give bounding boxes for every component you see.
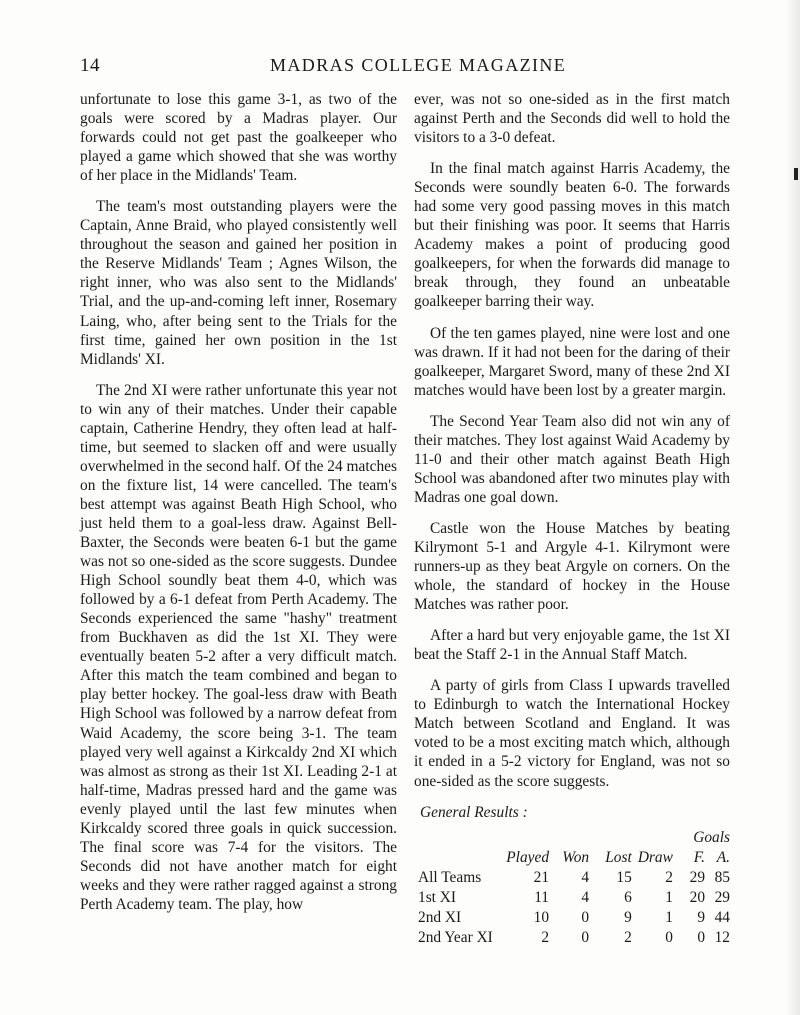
column-header-won: Won bbox=[562, 848, 590, 866]
running-title: MADRAS COLLEGE MAGAZINE bbox=[270, 55, 567, 75]
draw-cell: 1 bbox=[665, 908, 673, 926]
goals-against-cell: 85 bbox=[714, 868, 730, 886]
goals-header: Goals bbox=[693, 828, 730, 846]
paragraph: A party of girls from Class I upwards travelled to Edinburgh to watch the International Hockey Match between Scotland and England. It was voted to be a most exciting match which, although it ended in a 5-2 victory for England, was not so one-sided as the score suggests. bbox=[414, 677, 730, 790]
column-header-goals-against: A. bbox=[716, 848, 730, 866]
team-name: 1st XI bbox=[418, 888, 457, 906]
results-table bbox=[418, 828, 730, 948]
table-row bbox=[418, 928, 730, 948]
paragraph: In the final match against Harris Academy, the Seconds were soundly beaten 6-0. The forwards had some very good passing moves in this match but their finishing was poor. It seems that Harris Academy makes a point of producing good goalkeepers, for when the forwards did manage to break through, they found an unbeatable goalkeeper barring their way. bbox=[414, 160, 730, 311]
paragraph: After a hard but very enjoyable game, the 1st XI beat the Staff 2-1 in the Annual Staff Match. bbox=[414, 627, 730, 664]
paragraph: ever, was not so one-sided as in the first match against Perth and the Seconds did well to hold the visitors to a 3-0 defeat. bbox=[414, 91, 730, 147]
team-name: 2nd Year XI bbox=[418, 928, 493, 946]
played-cell: 2 bbox=[541, 928, 550, 946]
goals-against-cell: 12 bbox=[714, 928, 730, 946]
paragraph: The team's most outstanding players were the Captain, Anne Braid, who played consistently well throughout the season and gained her position in the Reserve Midlands' Team ; Agnes Wilson, the right inner, who was also sent to the Midlands' Trial, and the up-and-coming left inner, Rosemary Laing, who, after being sent to the Trials for the first time, gained her own position in the 1st Midlands' XI. bbox=[80, 198, 397, 368]
won-cell: 4 bbox=[581, 868, 590, 886]
lost-cell: 9 bbox=[624, 908, 632, 926]
goals-against-cell: 29 bbox=[714, 888, 730, 906]
won-cell: 0 bbox=[581, 908, 590, 926]
column-header-played: Played bbox=[506, 848, 550, 866]
column-header-goals-for: F. bbox=[693, 848, 706, 866]
lost-cell: 15 bbox=[616, 868, 632, 886]
lost-cell: 2 bbox=[624, 928, 632, 946]
goals-for-cell: 9 bbox=[697, 908, 706, 926]
page-edge-mark bbox=[794, 168, 798, 180]
right-column bbox=[414, 90, 730, 948]
goals-for-cell: 29 bbox=[689, 868, 706, 886]
won-cell: 4 bbox=[581, 888, 590, 906]
goals-for-cell: 20 bbox=[689, 888, 706, 906]
page-edge-shadow bbox=[786, 0, 800, 1015]
goals-for-cell: 0 bbox=[697, 928, 706, 946]
column-header-lost: Lost bbox=[605, 848, 632, 866]
paragraph: unfortunate to lose this game 3-1, as two of the goals were scored by a Madras player. Our forwards could not get past the goalkeeper who played a game which showed that she was worthy of her place in the Midlands' Team. bbox=[80, 91, 397, 185]
paragraph: The 2nd XI were rather unfortunate this year not to win any of their matches. Under their capable captain, Catherine Hendry, they often lead at half-time, but seemed to slacken off and were usually overwhelmed in the second half. Of the 24 matches on the fixture list, 14 were cancelled. The team's best attempt was against Beath High School, who just held them to a goal-less draw. Against Bell-Baxter, the Seconds were beaten 6-1 but the game was not so one-sided as the score suggests. Dundee High School soundly beat them 4-0, which was followed by a 6-1 defeat from Perth Academy. The Seconds experienced the same "hashy" treatment from Buckhaven as did the 1st XI. They were eventually beaten 5-2 after a very difficult match. After this match the team combined and began to play better hockey. The goal-less draw with Beath High School was followed by a narrow defeat from Waid Academy, the score being 3-1. The team played very well against a Kirkcaldy 2nd XI which was almost as strong as their 1st XI. Leading 2-1 at half-time, Madras pressed hard and the game was evenly played until the last few minutes when Kirkcaldy scored three goals in quick succession. The final score was 7-4 for the visitors. The Seconds did not have another match for eight weeks and they were rather ragged against a strong Perth Academy team. The play, how bbox=[80, 381, 397, 913]
played-cell: 21 bbox=[533, 868, 550, 886]
team-name: All Teams bbox=[418, 868, 482, 886]
played-cell: 11 bbox=[534, 888, 550, 906]
paragraph: Of the ten games played, nine were lost and one was drawn. If it had not been for the daring of their goalkeeper, Margaret Sword, many of these 2nd XI matches would have been lost by a greater margin. bbox=[414, 324, 730, 399]
paragraph: Castle won the House Matches by beating Kilrymont 5-1 and Argyle 4-1. Kilrymont were runners-up as they beat Argyle on corners. On the whole, the standard of hockey in the House Matches was rather poor. bbox=[414, 519, 730, 614]
left-column bbox=[80, 90, 397, 926]
table-row bbox=[418, 868, 730, 888]
table-row bbox=[418, 908, 730, 928]
draw-cell: 0 bbox=[665, 928, 673, 946]
played-cell: 10 bbox=[533, 908, 550, 926]
paragraph: The Second Year Team also did not win any of their matches. They lost against Waid Academy by 11-0 and their other match against Beath High School was abandoned after two minutes play with Madras one goal down. bbox=[414, 412, 730, 506]
results-label: General Results : bbox=[420, 803, 528, 821]
page-number: 14 bbox=[80, 55, 100, 76]
table-row bbox=[418, 888, 730, 908]
team-name: 2nd XI bbox=[418, 908, 462, 926]
column-header-draw: Draw bbox=[637, 848, 673, 866]
lost-cell: 6 bbox=[624, 888, 632, 906]
won-cell: 0 bbox=[581, 928, 590, 946]
table-goals-header-row bbox=[418, 828, 730, 848]
draw-cell: 2 bbox=[665, 868, 673, 886]
draw-cell: 1 bbox=[665, 888, 673, 906]
goals-against-cell: 44 bbox=[714, 908, 730, 926]
table-header-row bbox=[418, 848, 730, 868]
